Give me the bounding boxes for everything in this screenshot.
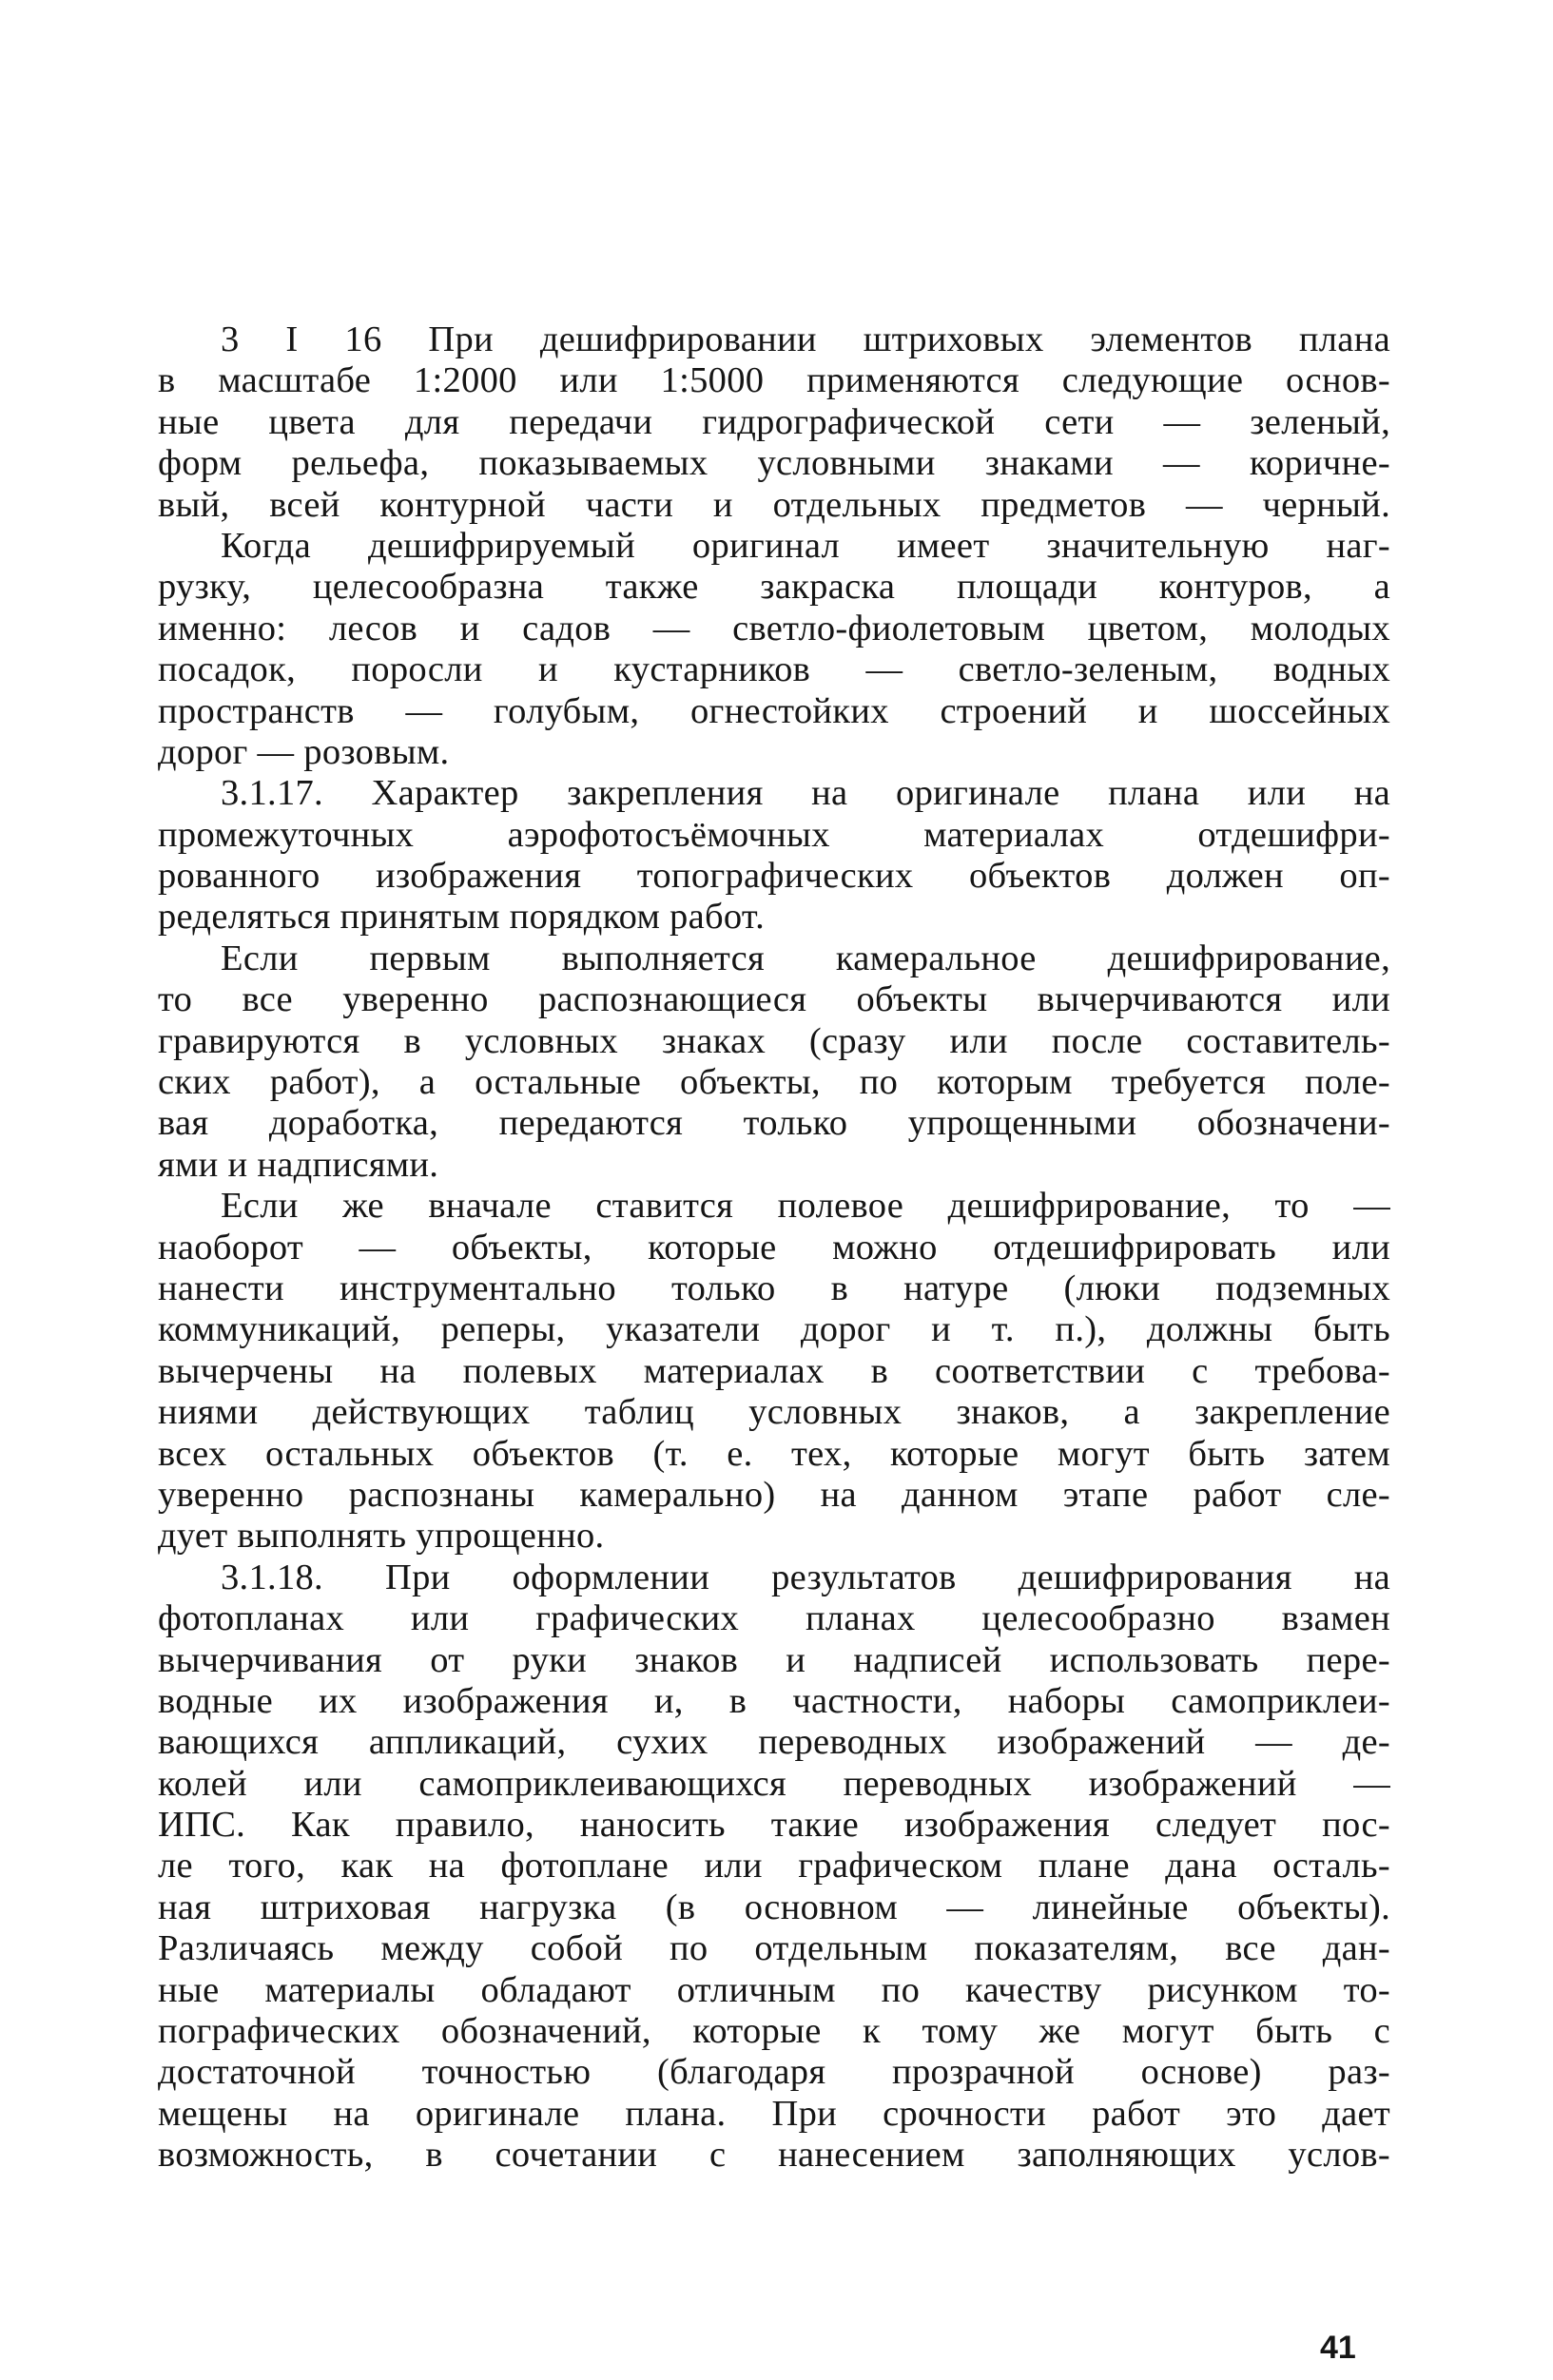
text-line: ниями действующих таблиц условных знаков, а закрепление xyxy=(158,1392,1390,1433)
text-line: то все уверенно распознающиеся объекты вычерчиваются или xyxy=(158,979,1390,1020)
text-line: вычерчивания от руки знаков и надписей использовать пере- xyxy=(158,1639,1390,1680)
text-line: мещены на оригинале плана. При срочности работ это дает xyxy=(158,2093,1390,2134)
body-text xyxy=(158,319,1390,2177)
text-line: фотопланах или графических планах целесообразно взамен xyxy=(158,1598,1390,1639)
text-line: водные их изображения и, в частности, наборы самоприклеи- xyxy=(158,1680,1390,1721)
text-line: посадок, поросли и кустарников — светло-зеленым, водных xyxy=(158,649,1390,690)
text-line: Если же вначале ставится полевое дешифрирование, то — xyxy=(221,1186,1390,1227)
text-line: ные материалы обладают отличным по качеству рисунком то- xyxy=(158,1969,1390,2010)
text-line: 3 I 16 При дешифрировании штриховых элементов плана xyxy=(221,319,1390,359)
page-number: 41 xyxy=(1320,2330,1356,2366)
text-line: 3.1.18. При оформлении результатов дешифрирования на xyxy=(221,1557,1390,1597)
text-line: нанести инструментально только в натуре (люки подземных xyxy=(158,1267,1390,1308)
text-line: ле того, как на фотоплане или графическом плане дана осталь- xyxy=(158,1846,1390,1887)
text-line: рузку, целесообразна также закраска площади контуров, а xyxy=(158,567,1390,608)
text-line: ИПС. Как правило, наносить такие изображения следует пос- xyxy=(158,1805,1390,1846)
text-line: возможность, в сочетании с нанесением заполняющих услов- xyxy=(158,2135,1390,2176)
text-line: Когда дешифрируемый оригинал имеет значительную наг- xyxy=(221,525,1390,566)
text-line: вающихся аппликаций, сухих переводных изображений — де- xyxy=(158,1722,1390,1763)
text-line: коммуникаций, реперы, указатели дорог и т. п.), должны быть xyxy=(158,1309,1390,1350)
text-line: вычерчены на полевых материалах в соответствии с требова- xyxy=(158,1350,1390,1391)
text-line: вая доработка, передаются только упрощенными обозначени- xyxy=(158,1103,1390,1144)
text-line: Если первым выполняется камеральное дешифрирование, xyxy=(221,938,1390,978)
text-line: ями и надписями. xyxy=(158,1144,439,1185)
text-line: вый, всей контурной части и отдельных предметов — черный. xyxy=(158,484,1390,525)
text-line: уверенно распознаны камерально) на данном этапе работ сле- xyxy=(158,1474,1390,1515)
text-line: всех остальных объектов (т. е. тех, которые могут быть затем xyxy=(158,1433,1390,1474)
text-line: именно: лесов и садов — светло-фиолетовым цветом, молодых xyxy=(158,608,1390,648)
text-line: дорог — розовым. xyxy=(158,731,450,772)
text-line: промежуточных аэрофотосъёмочных материалах отдешифри- xyxy=(158,814,1390,855)
text-line: гравируются в условных знаках (сразу или после составитель- xyxy=(158,1020,1390,1061)
text-line: в масштабе 1:2000 или 1:5000 применяются следующие основ- xyxy=(158,360,1390,401)
text-line: 3.1.17. Характер закрепления на оригинале плана или на xyxy=(221,773,1390,814)
text-line: наоборот — объекты, которые можно отдешифрировать или xyxy=(158,1227,1390,1267)
text-line: достаточной точностью (благодаря прозрачной основе) раз- xyxy=(158,2052,1390,2093)
text-line: пространств — голубым, огнестойких строений и шоссейных xyxy=(158,690,1390,731)
text-line: Различаясь между собой по отдельным показателям, все дан- xyxy=(158,1928,1390,1969)
text-line: ских работ), а остальные объекты, по которым требуется поле- xyxy=(158,1062,1390,1103)
text-line: рованного изображения топографических объектов должен оп- xyxy=(158,856,1390,897)
text-line: пографических обозначений, которые к тому же могут быть с xyxy=(158,2011,1390,2052)
text-line: колей или самоприклеивающихся переводных изображений — xyxy=(158,1763,1390,1804)
text-line: форм рельефа, показываемых условными знаками — коричне- xyxy=(158,443,1390,484)
text-line: дует выполнять упрощенно. xyxy=(158,1516,605,1557)
text-line: ределяться принятым порядком работ. xyxy=(158,897,766,938)
text-line: ная штриховая нагрузка (в основном — линейные объекты). xyxy=(158,1887,1390,1927)
text-line: ные цвета для передачи гидрографической сети — зеленый, xyxy=(158,401,1390,442)
